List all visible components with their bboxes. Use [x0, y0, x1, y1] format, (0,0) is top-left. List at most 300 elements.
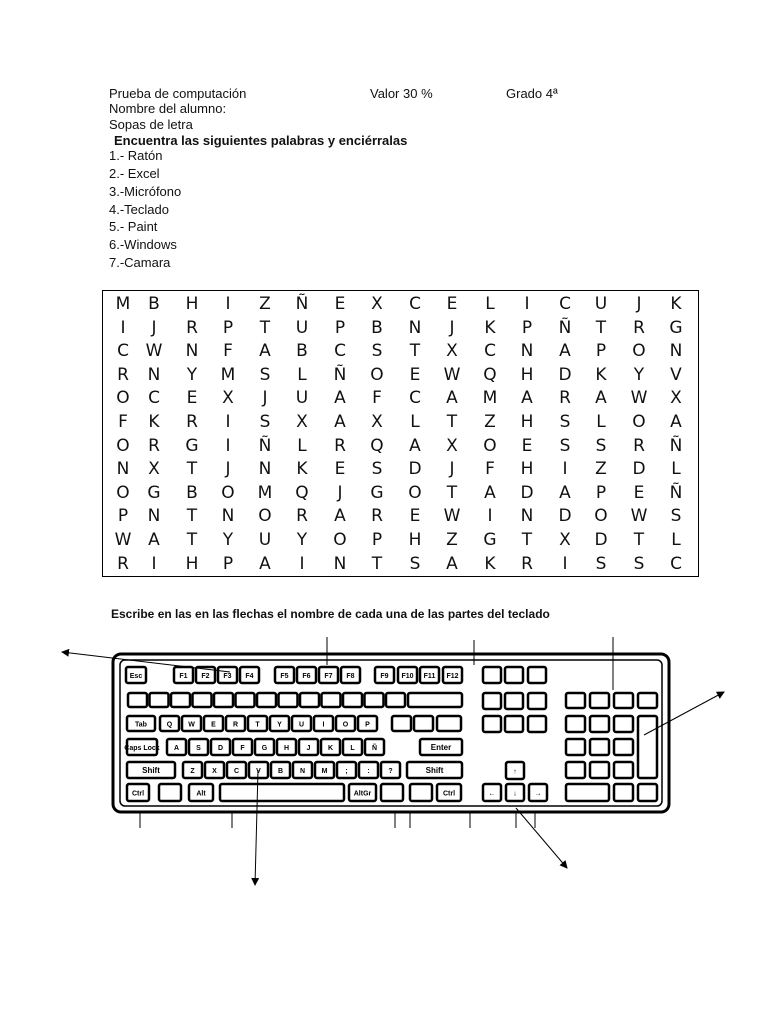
key-letter: [292, 716, 311, 731]
grid-letter: J: [225, 459, 231, 480]
key: [638, 716, 657, 778]
word-list-item: 7.-Camara: [109, 255, 171, 270]
grid-letter: A: [559, 341, 571, 362]
key: [590, 693, 609, 708]
grid-letter: A: [521, 388, 533, 409]
grid-letter: T: [186, 530, 198, 550]
grid-letter: C: [148, 388, 160, 409]
grid-letter: C: [559, 294, 571, 314]
key-label: U: [298, 721, 305, 729]
key-label: Shift: [425, 766, 444, 775]
key: [614, 762, 633, 778]
grid-letter: L: [297, 364, 307, 385]
grid-letter: Q: [370, 435, 384, 456]
key-letter: [167, 739, 186, 755]
key: [236, 693, 255, 707]
key-letter: [248, 716, 267, 731]
key-label: F3: [223, 673, 232, 680]
grid-letter: A: [334, 506, 346, 527]
grid-letter: R: [371, 506, 383, 527]
grid-letter: O: [370, 364, 384, 385]
key-arrow-down: [506, 784, 524, 801]
grid-letter: S: [409, 553, 421, 574]
word-list-item: 3.-Micrófono: [109, 184, 182, 199]
section-title: Sopas de letra: [109, 117, 193, 132]
key: [410, 784, 432, 801]
grid-letter: P: [371, 530, 383, 550]
key: [590, 739, 609, 755]
grid-letter: X: [296, 412, 308, 432]
key: [566, 716, 585, 732]
grid-letter: K: [670, 294, 682, 314]
key-label: F1: [179, 673, 188, 680]
key: [365, 693, 384, 707]
key-function: [275, 667, 294, 683]
grid-letter: O: [116, 482, 130, 503]
grid-letter: X: [148, 459, 160, 480]
grid-letter: T: [259, 317, 271, 338]
grid-letter: L: [410, 412, 420, 432]
grid-letter: E: [521, 435, 533, 456]
key-label: V: [256, 768, 261, 775]
grid-letter: N: [520, 341, 534, 362]
grid-letter: K: [484, 317, 496, 338]
key: [408, 693, 462, 707]
key-label: F9: [380, 673, 389, 680]
grid-letter: A: [148, 530, 160, 550]
key-letter: [226, 716, 245, 731]
key-ctrl: [127, 784, 149, 801]
grid-letter: T: [446, 412, 458, 432]
key: [437, 716, 461, 731]
key-letter: [160, 716, 179, 731]
key: [566, 762, 585, 778]
grid-letter: M: [115, 294, 131, 314]
grid-letter: E: [334, 459, 346, 480]
grid-letter: S: [670, 506, 682, 527]
key-letter: [249, 762, 268, 778]
grid-letter: A: [409, 435, 421, 456]
key-letter: [211, 739, 230, 755]
grid-letter: P: [334, 317, 346, 338]
key-label: ←: [488, 790, 496, 798]
grid-letter: I: [299, 553, 305, 574]
key-label: B: [277, 768, 284, 775]
grid-letter: R: [186, 412, 198, 432]
grid-letter: X: [670, 388, 682, 409]
key-letter: [343, 739, 362, 755]
grid-letter: L: [671, 459, 681, 480]
grid-letter: T: [371, 553, 383, 574]
key-label: I: [322, 721, 325, 729]
grid-letter: D: [632, 459, 646, 480]
key-label: D: [217, 745, 224, 752]
grid-letter: N: [333, 553, 347, 574]
grid-letter: T: [186, 459, 198, 480]
key: [392, 716, 411, 731]
key-function: [420, 667, 439, 683]
grid-letter: J: [151, 317, 157, 338]
grid-letter: E: [409, 506, 421, 527]
grid-letter: Y: [633, 364, 645, 385]
grid-letter: T: [633, 530, 645, 550]
key-label: F6: [302, 673, 311, 680]
key-label: C: [233, 768, 240, 775]
key-label: ?: [388, 768, 393, 775]
grid-letter: U: [295, 388, 309, 409]
key: [193, 693, 212, 707]
grid-letter: S: [595, 553, 607, 574]
grid-letter: P: [117, 506, 129, 527]
grid-letter: A: [484, 482, 496, 503]
grid-letter: E: [186, 388, 198, 409]
grid-letter: U: [594, 294, 608, 314]
key-letter: [183, 762, 202, 778]
key-esc: [126, 667, 146, 683]
pointer-arrow: [516, 808, 567, 868]
grid-letter: B: [371, 317, 383, 338]
grid-letter: F: [223, 341, 233, 362]
keyboard-instruction: Escribe en las en las flechas el nombre de cada una de las partes del teclado: [111, 607, 550, 621]
key: [566, 784, 609, 801]
key: [159, 784, 181, 801]
instruction-text: Encuentra las siguientes palabras y enciérralas: [114, 133, 408, 148]
key-function: [375, 667, 394, 683]
grid-letter: A: [595, 388, 607, 409]
key-letter: [315, 762, 334, 778]
grid-letter: A: [446, 388, 458, 409]
grid-letter: B: [296, 341, 308, 362]
key-label: Alt: [196, 790, 206, 798]
key-label: Z: [190, 768, 195, 775]
grid-letter: V: [670, 364, 682, 385]
grid-letter: T: [409, 341, 421, 362]
key-label: :: [367, 768, 370, 775]
key: [343, 693, 362, 707]
grid-letter: C: [117, 341, 129, 362]
key-caps-lock: [124, 739, 160, 755]
grid-letter: L: [596, 412, 606, 432]
key-letter: [204, 716, 223, 731]
key-arrow-up: [506, 762, 524, 779]
grid-letter: A: [334, 388, 346, 409]
grid-letter: P: [595, 482, 607, 503]
grid-letter: O: [221, 482, 235, 503]
grid-letter: S: [371, 341, 383, 362]
key: [638, 693, 657, 708]
grid-letter: C: [484, 341, 496, 362]
grid-letter: Z: [484, 412, 496, 432]
key-label: Shift: [142, 766, 160, 775]
grid-letter: T: [446, 482, 458, 503]
key-function: [443, 667, 462, 683]
grid-letter: P: [595, 341, 607, 362]
grid-letter: I: [225, 294, 231, 314]
grid-letter: O: [632, 341, 646, 362]
grid-letter: D: [594, 530, 608, 550]
key-label: ;: [345, 768, 348, 775]
grid-letter: L: [297, 435, 307, 456]
word-list-item: 4.-Teclado: [109, 202, 169, 217]
key-letter: [358, 716, 377, 731]
key-label: H: [283, 745, 290, 752]
grid-letter: H: [185, 294, 199, 314]
grid-letter: O: [333, 530, 347, 550]
key: [614, 693, 633, 708]
key-label: Ñ: [371, 745, 378, 752]
key-function: [319, 667, 338, 683]
grid-letter: Q: [483, 364, 497, 385]
grid-letter: R: [559, 388, 571, 409]
grid-letter: M: [482, 388, 498, 409]
grid-letter: C: [409, 388, 421, 409]
grid-letter: R: [148, 435, 160, 456]
grid-letter: A: [259, 341, 271, 362]
grid-letter: E: [334, 294, 346, 314]
grid-letter: Ñ: [669, 482, 683, 503]
key-label: →: [534, 790, 542, 798]
key: [614, 784, 633, 801]
grid-letter: R: [117, 364, 129, 385]
grid-letter: G: [185, 435, 199, 456]
grid-letter: I: [151, 553, 157, 574]
grid-letter: I: [562, 553, 568, 574]
grid-letter: S: [371, 459, 383, 480]
grid-letter: D: [558, 364, 572, 385]
grid-letter: Y: [222, 530, 234, 550]
grid-letter: T: [521, 530, 533, 550]
grid-letter: B: [148, 294, 160, 314]
grid-letter: J: [449, 317, 455, 338]
key: [300, 693, 319, 707]
grid-letter: N: [408, 317, 422, 338]
grid-letter: H: [185, 553, 199, 574]
grid-letter: O: [408, 482, 422, 503]
grid-letter: F: [372, 388, 382, 409]
key-label: L: [350, 745, 355, 752]
key-label: F8: [346, 673, 355, 680]
grid-letter: N: [147, 506, 161, 527]
key-shift-right: [407, 762, 462, 778]
word-list-item: 5.- Paint: [109, 219, 158, 234]
key-label: ↑: [513, 768, 517, 776]
key-label: F7: [324, 673, 333, 680]
key-shift-left: [127, 762, 175, 778]
grid-letter: X: [371, 294, 383, 314]
key-letter: [205, 762, 224, 778]
grid-letter: Y: [296, 530, 308, 550]
key-ctrl: [437, 784, 461, 801]
grid-letter: O: [632, 412, 646, 432]
key-label: F4: [245, 673, 254, 680]
key-letter: [233, 739, 252, 755]
grid-letter: C: [670, 553, 682, 574]
key-label: AltGr: [353, 790, 372, 798]
key-enter: [420, 739, 462, 755]
key-letter: [314, 716, 333, 731]
key-alt: [189, 784, 213, 801]
test-title: Prueba de computación: [109, 86, 247, 101]
key-function: [174, 667, 193, 683]
grid-letter: X: [559, 530, 571, 550]
key: [128, 693, 147, 707]
key-arrow-left: [483, 784, 501, 801]
key-label: Q: [166, 721, 173, 729]
grid-letter: N: [147, 364, 161, 385]
grid-letter: E: [409, 364, 421, 385]
key-letter: [359, 762, 378, 778]
grid-letter: H: [520, 412, 534, 432]
key-space: [220, 784, 344, 801]
grid-letter: A: [446, 553, 458, 574]
key-label: Ctrl: [131, 790, 145, 798]
grid-letter: M: [220, 364, 236, 385]
grid-letter: X: [371, 412, 383, 432]
test-grade: Grado 4ª: [506, 86, 558, 101]
grid-letter: I: [225, 412, 231, 432]
key-letter: [189, 739, 208, 755]
word-list-item: 1.- Ratón: [109, 148, 163, 163]
grid-letter: Q: [295, 482, 309, 503]
key: [386, 693, 405, 707]
key-letter: [321, 739, 340, 755]
grid-letter: Z: [446, 530, 458, 550]
grid-letter: D: [520, 482, 534, 503]
grid-letter: G: [483, 530, 497, 550]
grid-letter: O: [116, 388, 130, 409]
key: [214, 693, 233, 707]
grid-letter: O: [483, 435, 497, 456]
grid-letter: U: [258, 530, 272, 550]
grid-letter: T: [186, 506, 198, 527]
grid-letter: S: [559, 412, 571, 432]
key-letter: [277, 739, 296, 755]
grid-letter: M: [257, 482, 273, 503]
key-label: Tab: [135, 721, 147, 729]
key: [528, 667, 546, 683]
grid-letter: B: [186, 482, 198, 503]
grid-letter: W: [630, 388, 648, 409]
grid-letter: J: [449, 459, 455, 480]
grid-letter: N: [258, 459, 272, 480]
key: [322, 693, 341, 707]
key-function: [341, 667, 360, 683]
grid-letter: O: [258, 506, 272, 527]
key: [150, 693, 169, 707]
grid-letter: K: [484, 553, 496, 574]
grid-letter: K: [148, 412, 160, 432]
grid-letter: P: [222, 553, 234, 574]
grid-letter: H: [520, 364, 534, 385]
grid-letter: S: [259, 412, 271, 432]
grid-letter: L: [485, 294, 495, 314]
key-label: F10: [401, 673, 414, 680]
grid-letter: I: [524, 294, 530, 314]
grid-letter: I: [225, 435, 231, 456]
word-list-item: 6.-Windows: [109, 237, 177, 252]
grid-letter: R: [117, 553, 129, 574]
grid-letter: J: [636, 294, 642, 314]
grid-letter: Y: [186, 364, 198, 385]
key-label: ↓: [513, 790, 517, 798]
key-letter: [365, 739, 384, 755]
key-label: K: [327, 745, 334, 752]
word-list-item: 2.- Excel: [109, 166, 160, 181]
key: [483, 716, 501, 732]
key: [171, 693, 190, 707]
student-name-label: Nombre del alumno:: [109, 101, 227, 116]
key: [590, 762, 609, 778]
grid-letter: F: [485, 459, 495, 480]
key-label: T: [255, 721, 260, 729]
grid-letter: I: [487, 506, 493, 527]
key-label: X: [212, 768, 217, 775]
grid-letter: N: [221, 506, 235, 527]
grid-letter: X: [222, 388, 234, 409]
grid-letter: I: [120, 317, 126, 338]
grid-letter: H: [520, 459, 534, 480]
key-label: N: [299, 768, 306, 775]
key: [528, 693, 546, 709]
key-letter: [337, 762, 356, 778]
key-letter: [381, 762, 400, 778]
key-letter: [271, 762, 290, 778]
grid-letter: K: [296, 459, 308, 480]
key-label: J: [306, 745, 311, 752]
key-tab: [127, 716, 155, 731]
key: [614, 716, 633, 732]
test-value: Valor 30 %: [370, 86, 433, 101]
grid-letter: R: [521, 553, 533, 574]
grid-letter: F: [118, 412, 128, 432]
key: [257, 693, 276, 707]
grid-letter: Ñ: [333, 364, 347, 385]
grid-letter: G: [669, 317, 683, 338]
key: [505, 693, 523, 709]
key-label: Ctrl: [442, 790, 456, 798]
grid-letter: S: [259, 364, 271, 385]
key: [483, 667, 501, 683]
key-function: [240, 667, 259, 683]
key: [528, 716, 546, 732]
key-label: P: [365, 721, 370, 729]
key-label: S: [196, 745, 201, 752]
grid-letter: Ñ: [295, 294, 309, 314]
key-label: M: [321, 768, 328, 775]
grid-letter: S: [559, 435, 571, 456]
grid-letter: E: [446, 294, 458, 314]
key: [614, 739, 633, 755]
grid-letter: C: [334, 341, 346, 362]
grid-letter: P: [222, 317, 234, 338]
grid-letter: H: [408, 530, 422, 550]
key-label: F: [240, 745, 245, 752]
grid-letter: X: [446, 341, 458, 362]
grid-letter: P: [521, 317, 533, 338]
grid-letter: L: [671, 530, 681, 550]
key-arrow-right: [529, 784, 547, 801]
key-label: Esc: [129, 673, 143, 680]
grid-letter: A: [334, 412, 346, 432]
key: [483, 693, 501, 709]
grid-letter: G: [147, 482, 161, 503]
key-label: R: [232, 721, 239, 729]
grid-letter: Z: [259, 294, 271, 314]
grid-letter: T: [595, 317, 607, 338]
key-label: Enter: [430, 743, 452, 752]
grid-letter: S: [595, 435, 607, 456]
grid-letter: A: [559, 482, 571, 503]
